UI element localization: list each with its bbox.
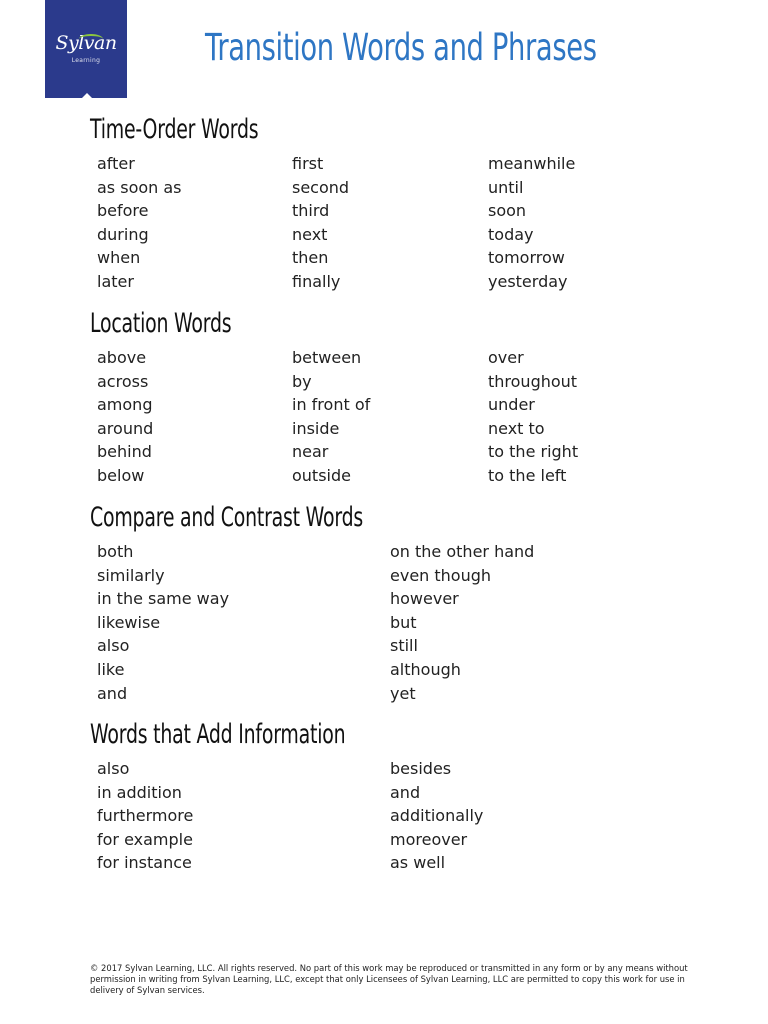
section-heading: Time-Order Words [90, 114, 259, 145]
word-item: tomorrow [488, 248, 565, 268]
word-column [97, 346, 153, 488]
word-item: throughout [488, 371, 578, 391]
word-item: besides [390, 759, 452, 778]
word-column [292, 152, 349, 294]
word-item: below [97, 465, 145, 485]
word-item: soon [488, 201, 527, 221]
word-item: and [97, 683, 128, 703]
word-item: in the same way [97, 589, 230, 609]
word-item: similarly [97, 565, 165, 585]
word-column [390, 540, 534, 705]
word-item: in front of [292, 395, 371, 415]
word-item: likewise [97, 612, 161, 632]
word-item: behind [97, 442, 152, 462]
word-column [97, 540, 229, 705]
word-item: furthermore [97, 806, 194, 826]
word-item: to the left [488, 465, 567, 485]
word-item: meanwhile [488, 154, 576, 173]
word-column [292, 346, 370, 488]
word-column [390, 757, 483, 875]
word-item: by [292, 371, 312, 391]
word-item: between [292, 348, 362, 367]
section-heading: Compare and Contrast Words [90, 502, 364, 533]
word-item: finally [292, 271, 341, 291]
word-item: among [97, 395, 153, 415]
word-item: today [488, 224, 534, 244]
word-item: during [97, 224, 149, 244]
word-item: even though [390, 565, 492, 585]
page-title: Transition Words and Phrases [205, 26, 597, 69]
word-item: around [97, 418, 154, 438]
word-item: in addition [97, 782, 182, 802]
word-item: both [97, 542, 134, 561]
word-item: also [97, 636, 130, 656]
word-column [97, 757, 193, 875]
word-item: third [292, 201, 330, 221]
logo-swoosh-icon [79, 34, 103, 44]
word-column [488, 152, 575, 294]
word-item: to the right [488, 442, 579, 462]
word-item: over [488, 348, 524, 367]
sylvan-logo [45, 0, 127, 98]
word-item: for instance [97, 853, 192, 873]
word-item: when [97, 248, 141, 268]
word-item: across [97, 371, 149, 391]
word-item: as well [390, 853, 446, 873]
word-item: as soon as [97, 177, 182, 197]
word-item: second [292, 177, 350, 197]
logo-notch [81, 93, 93, 99]
word-item: although [390, 659, 461, 679]
section-heading: Words that Add Information [90, 719, 346, 750]
word-item: however [390, 589, 459, 609]
word-item: still [390, 636, 418, 656]
word-item: above [97, 348, 147, 367]
word-item: additionally [390, 806, 484, 826]
word-item: before [97, 201, 149, 221]
word-item: after [97, 154, 135, 173]
word-column [488, 346, 578, 488]
word-item: under [488, 395, 535, 415]
logo-brand: Sylvan [55, 32, 117, 54]
word-item: inside [292, 418, 340, 438]
word-item: yesterday [488, 271, 568, 291]
word-item: outside [292, 465, 351, 485]
logo-subtitle: Learning [71, 57, 101, 64]
word-item: for example [97, 829, 193, 849]
word-item: moreover [390, 829, 468, 849]
word-item: also [97, 759, 130, 778]
word-item: but [390, 612, 417, 632]
word-item: first [292, 154, 324, 173]
word-item: until [488, 177, 524, 197]
word-item: then [292, 248, 329, 268]
word-item: yet [390, 683, 416, 703]
word-item: like [97, 659, 125, 679]
word-item: later [97, 271, 134, 291]
word-item: next to [488, 418, 545, 438]
word-item: on the other hand [390, 542, 535, 561]
word-item: next [292, 224, 328, 244]
word-item: and [390, 782, 421, 802]
word-item: near [292, 442, 329, 462]
copyright-footer: © 2017 Sylvan Learning, LLC. All rights reserved. No part of this work may be reproduced or transmitted in any form or by any means without permission in writing from Sylvan Learning, LLC, except that only Licensees of Sylvan Learning, LLC are permitted to copy this work for use in delivery of Sylvan services. [90, 963, 688, 995]
section-heading: Location Words [90, 308, 232, 339]
word-column [97, 152, 182, 294]
